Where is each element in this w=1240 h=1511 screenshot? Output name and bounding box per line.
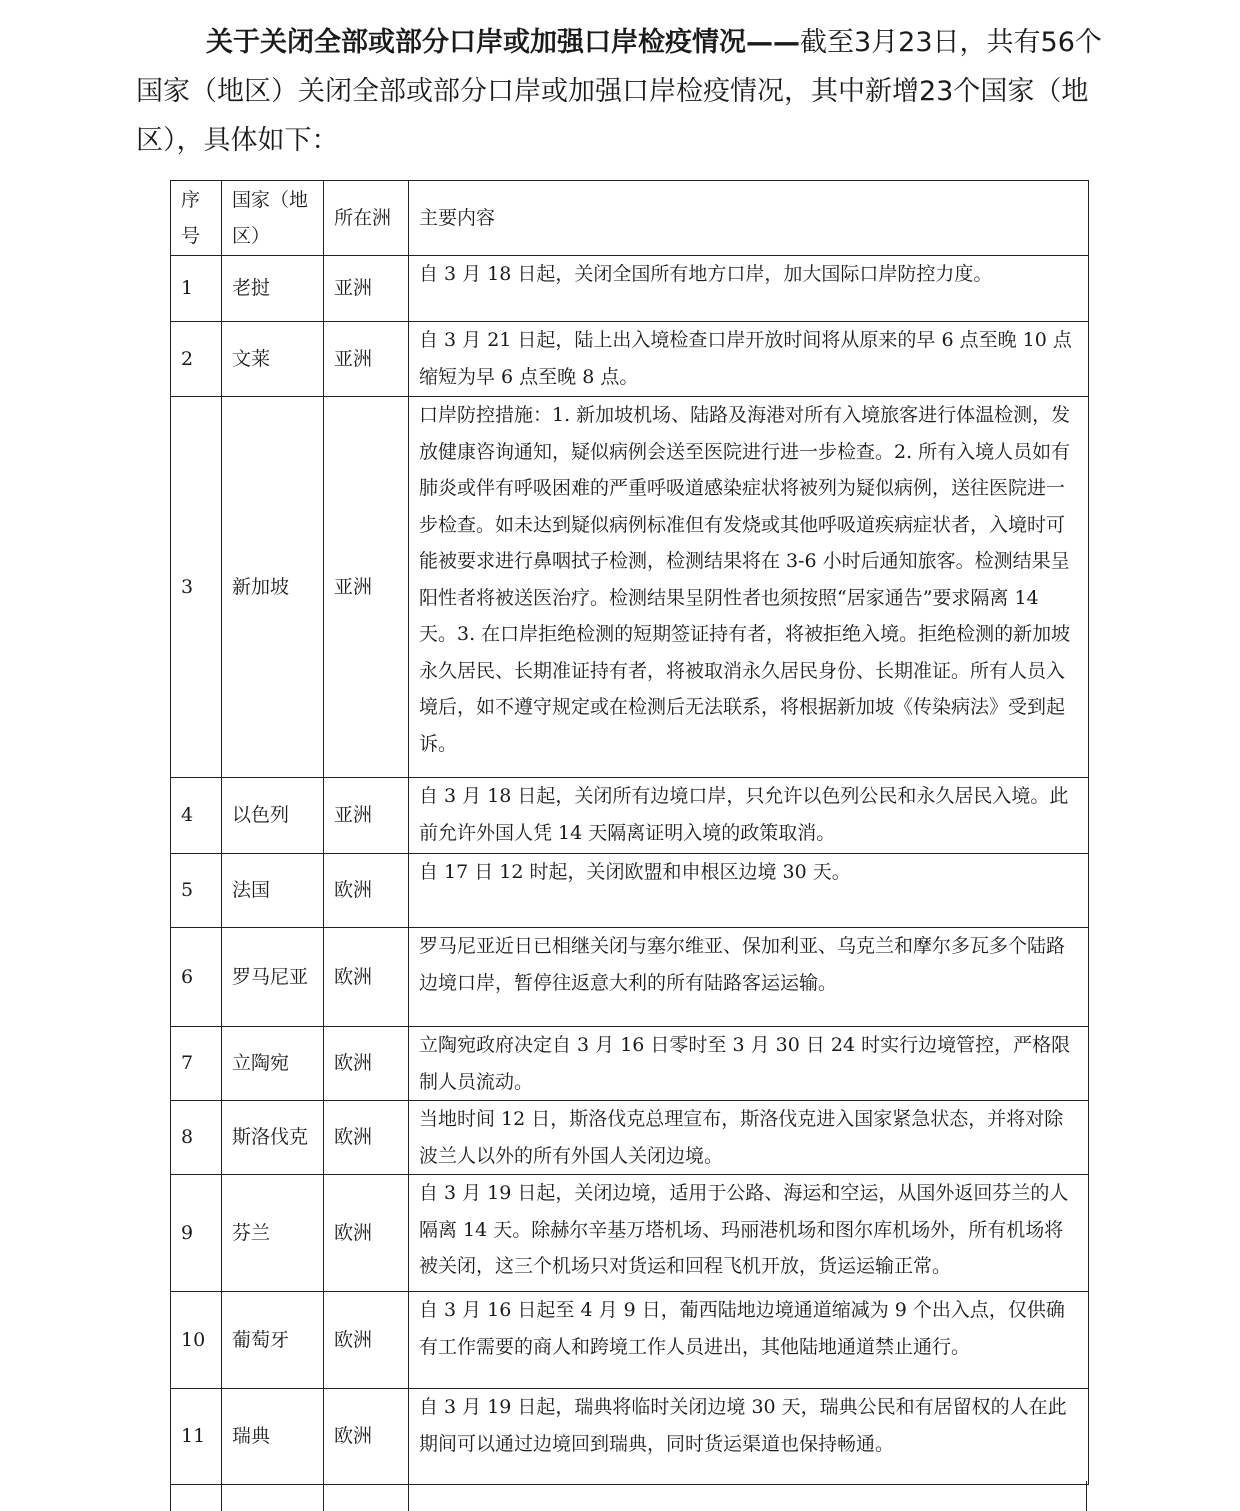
table-row: [171, 1027, 1089, 1101]
row-continent: 欧洲: [324, 1292, 409, 1389]
row-country: 法国: [222, 854, 324, 928]
row-country: 以色列: [222, 778, 324, 854]
row-continent: 欧洲: [324, 854, 409, 928]
row-continent: 欧洲: [324, 928, 409, 1027]
row-number: 3: [171, 397, 222, 778]
row-country: 葡萄牙: [222, 1292, 324, 1389]
table-row: [171, 928, 1089, 1027]
row-country: 文莱: [222, 322, 324, 397]
row-continent: 亚洲: [324, 256, 409, 322]
row-content: 自 3 月 19 日起，瑞典将临时关闭边境 30 天，瑞典公民和有居留权的人在此期间可以通过边境回到瑞典，同时货运渠道也保持畅通。: [409, 1389, 1089, 1485]
header-country: 国家（地区）: [222, 181, 324, 256]
row-continent: 欧洲: [324, 1175, 409, 1292]
row-country: 立陶宛: [222, 1027, 324, 1101]
row-number: 8: [171, 1101, 222, 1175]
row-continent: 欧洲: [324, 1101, 409, 1175]
row-country: 芬兰: [222, 1175, 324, 1292]
table-row: [171, 854, 1089, 928]
row-number: 1: [171, 256, 222, 322]
header-no: 序号: [171, 181, 222, 256]
row-continent: 亚洲: [324, 778, 409, 854]
row-content: 口岸防控措施：1. 新加坡机场、陆路及海港对所有入境旅客进行体温检测，发放健康咨询通知，疑似病例会送至医院进行进一步检查。2. 所有入境人员如有肺炎或伴有呼吸困难的严重呼吸道感染症状将被列为疑似病例，送往医院进一步检查。如未达到疑似病例标准但有发烧或其他呼吸道疾病症状者，入境时可能被要求进行鼻咽拭子检测，检测结果将在 3-6 小时后通知旅客。检测结果呈阳性者将被送医治疗。检测结果呈阴性者也须按照“居家通告”要求隔离 14 天。3. 在口岸拒绝检测的短期签证持有者，将被拒绝入境。拒绝检测的新加坡永久居民、长期准证持有者，将被取消永久居民身份、长期准证。所有人员入境后，如不遵守规定或在检测后无法联系，将根据新加坡《传染病法》受到起诉。: [409, 397, 1089, 778]
row-number: 11: [171, 1389, 222, 1485]
row-content: 罗马尼亚近日已相继关闭与塞尔维亚、保加利亚、乌克兰和摩尔多瓦多个陆路边境口岸，暂停往返意大利的所有陆路客运运输。: [409, 928, 1089, 1027]
table-row: [171, 1101, 1089, 1175]
intro-bold-title: 关于关闭全部或部分口岸或加强口岸检疫情况——: [206, 27, 800, 58]
intro-text: 截至3月23日，共有56个国家（地区）关闭全部或部分口岸或加强口岸检疫情况，其中新增23个国家（地区），具体如下：: [136, 27, 1102, 156]
row-number: 10: [171, 1292, 222, 1389]
row-content: 自 17 日 12 时起，关闭欧盟和申根区边境 30 天。: [409, 854, 1089, 928]
row-continent: 亚洲: [324, 397, 409, 778]
table-header-row: [171, 181, 1089, 256]
row-content: 自 3 月 21 日起，陆上出入境检查口岸开放时间将从原来的早 6 点至晚 10 点缩短为早 6 点至晚 8 点。: [409, 322, 1089, 397]
row-content: 自 3 月 18 日起，关闭全国所有地方口岸，加大国际口岸防控力度。: [409, 256, 1089, 322]
row-content: 自 3 月 16 日起至 4 月 9 日，葡西陆地边境通道缩减为 9 个出入点，仅供确有工作需要的商人和跨境工作人员进出，其他陆地通道禁止通行。: [409, 1292, 1089, 1389]
row-content: 立陶宛政府决定自 3 月 16 日零时至 3 月 30 日 24 时实行边境管控，严格限制人员流动。: [409, 1027, 1089, 1101]
row-continent: 欧洲: [324, 1389, 409, 1485]
row-country: 老挝: [222, 256, 324, 322]
header-continent: 所在洲: [324, 181, 409, 256]
table-continuation: [170, 1481, 1088, 1511]
row-continent: 亚洲: [324, 322, 409, 397]
table-row: [171, 1389, 1089, 1485]
row-continent: 欧洲: [324, 1027, 409, 1101]
table-row: [171, 397, 1089, 778]
row-content: 自 3 月 19 日起，关闭边境，适用于公路、海运和空运，从国外返回芬兰的人隔离 14 天。除赫尔辛基万塔机场、玛丽港机场和图尔库机场外，所有机场将被关闭，这三个机场只对货运和回程飞机开放，货运运输正常。: [409, 1175, 1089, 1292]
row-country: 瑞典: [222, 1389, 324, 1485]
port-closure-table: [170, 180, 1089, 1485]
intro-paragraph: [136, 18, 1126, 165]
row-country: 斯洛伐克: [222, 1101, 324, 1175]
row-number: 5: [171, 854, 222, 928]
row-content: 自 3 月 18 日起，关闭所有边境口岸，只允许以色列公民和永久居民入境。此前允许外国人凭 14 天隔离证明入境的政策取消。: [409, 778, 1089, 854]
table-row: [171, 1175, 1089, 1292]
row-number: 6: [171, 928, 222, 1027]
table-row: [171, 256, 1089, 322]
table-row: [171, 322, 1089, 397]
table-row: [171, 1292, 1089, 1389]
row-number: 2: [171, 322, 222, 397]
row-number: 7: [171, 1027, 222, 1101]
row-country: 新加坡: [222, 397, 324, 778]
row-number: 9: [171, 1175, 222, 1292]
row-content: 当地时间 12 日，斯洛伐克总理宣布，斯洛伐克进入国家紧急状态，并将对除波兰人以外的所有外国人关闭边境。: [409, 1101, 1089, 1175]
table-row: [171, 778, 1089, 854]
header-content: 主要内容: [409, 181, 1089, 256]
row-country: 罗马尼亚: [222, 928, 324, 1027]
row-number: 4: [171, 778, 222, 854]
